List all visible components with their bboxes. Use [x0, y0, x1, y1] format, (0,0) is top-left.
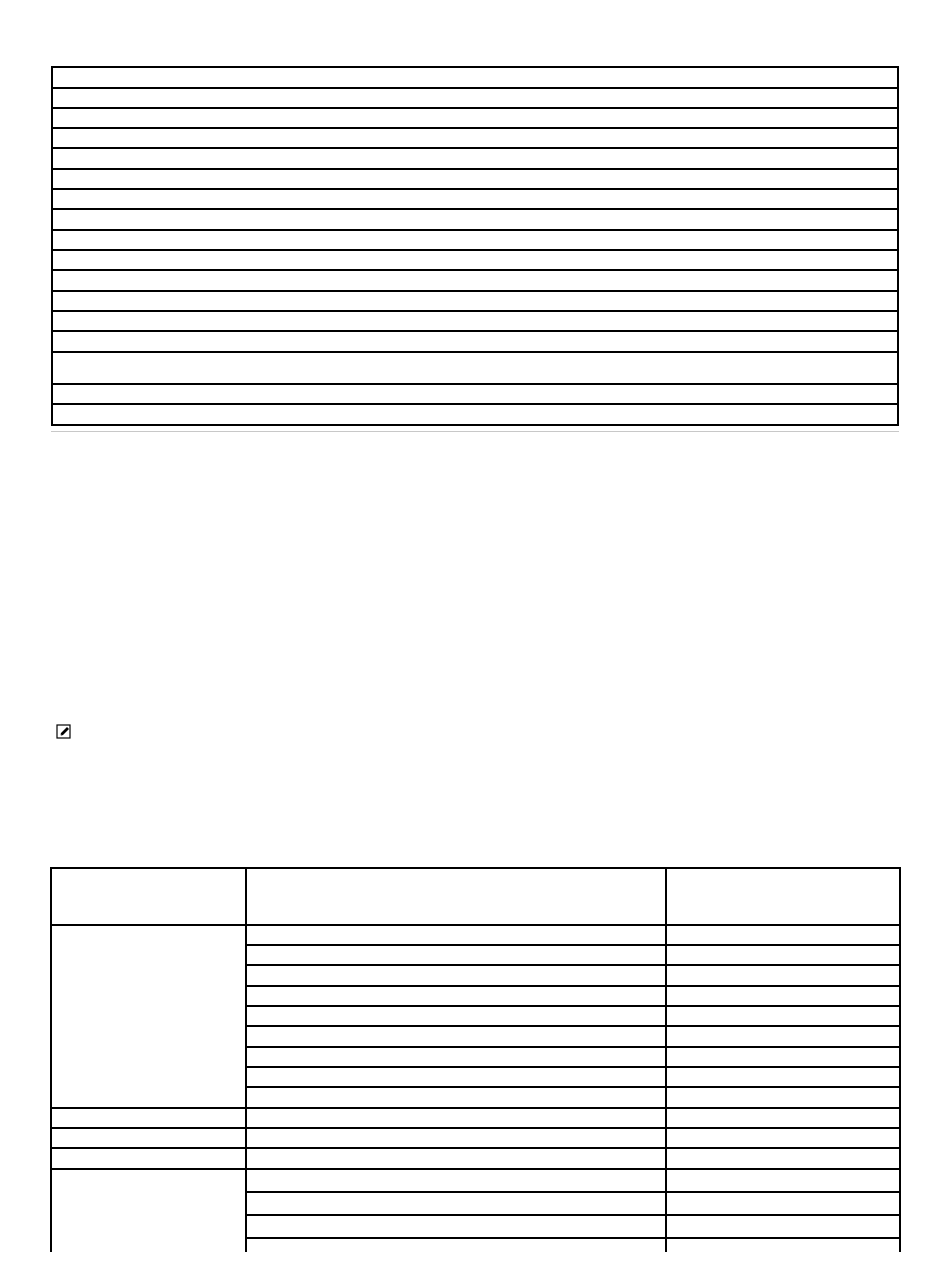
table-cell [246, 1087, 666, 1108]
table-cell [52, 250, 898, 270]
table-row [52, 384, 898, 404]
table-cell [666, 1087, 900, 1108]
header-cell [51, 868, 246, 925]
table-row [52, 209, 898, 230]
table-cell [52, 169, 898, 189]
group-cell [51, 1108, 246, 1128]
table-cell [246, 1067, 666, 1087]
table-cell [666, 1006, 900, 1026]
table-cell [246, 1047, 666, 1067]
header-cell [246, 868, 666, 925]
table-cell [246, 1006, 666, 1026]
table-cell [52, 230, 898, 250]
table-row [51, 1169, 900, 1192]
table-row [52, 291, 898, 311]
table-row [52, 148, 898, 169]
table-row [52, 169, 898, 189]
table-row [52, 352, 898, 384]
table-row [52, 67, 898, 88]
table-cell [246, 1148, 666, 1169]
table-cell [666, 1047, 900, 1067]
table-cell [246, 1238, 666, 1252]
table-cell [246, 1215, 666, 1238]
table-cell [246, 1108, 666, 1128]
table-cell [246, 925, 666, 945]
table-cell [52, 352, 898, 384]
top-spec-table [51, 66, 899, 426]
section-divider [51, 431, 899, 432]
table-cell [52, 148, 898, 169]
table-cell [246, 1169, 666, 1192]
table-cell [666, 1169, 900, 1192]
table-cell [52, 331, 898, 352]
table-cell [666, 986, 900, 1006]
table-cell [666, 1192, 900, 1215]
table-cell [52, 108, 898, 128]
group-cell [51, 1169, 246, 1252]
table-cell [666, 1148, 900, 1169]
table-row [52, 250, 898, 270]
table-cell [52, 384, 898, 404]
table-row [52, 311, 898, 331]
table-cell [666, 925, 900, 945]
table-cell [246, 1192, 666, 1215]
table-cell [246, 986, 666, 1006]
pencil-note-icon [55, 723, 73, 741]
table-row [52, 128, 898, 148]
table-row [52, 189, 898, 209]
table-row [52, 270, 898, 291]
group-cell [51, 925, 246, 1108]
table-row [52, 88, 898, 108]
table-cell [52, 291, 898, 311]
header-cell [666, 868, 900, 925]
table-cell [52, 189, 898, 209]
table-cell [52, 311, 898, 331]
table-cell [246, 1026, 666, 1047]
table-cell [666, 1238, 900, 1252]
table-row [51, 1128, 900, 1148]
group-cell [51, 1128, 246, 1148]
table-cell [666, 965, 900, 986]
table-row [51, 1108, 900, 1128]
table-cell [52, 404, 898, 425]
table-cell [52, 67, 898, 88]
table-cell [246, 965, 666, 986]
table-cell [246, 945, 666, 965]
table-cell [52, 270, 898, 291]
table-cell [666, 945, 900, 965]
table-row [52, 404, 898, 425]
table-cell [666, 1026, 900, 1047]
table-row [52, 108, 898, 128]
table-row [51, 1148, 900, 1169]
table-cell [666, 1128, 900, 1148]
table-row [52, 230, 898, 250]
bottom-spec-table [50, 867, 901, 1252]
group-cell [51, 1148, 246, 1169]
table-cell [666, 1108, 900, 1128]
table-cell [246, 1128, 666, 1148]
table-row [52, 331, 898, 352]
table-cell [666, 1067, 900, 1087]
table-cell [52, 128, 898, 148]
table-cell [52, 88, 898, 108]
table-cell [52, 209, 898, 230]
table-header-row [51, 868, 900, 925]
table-row [51, 925, 900, 945]
table-cell [666, 1215, 900, 1238]
